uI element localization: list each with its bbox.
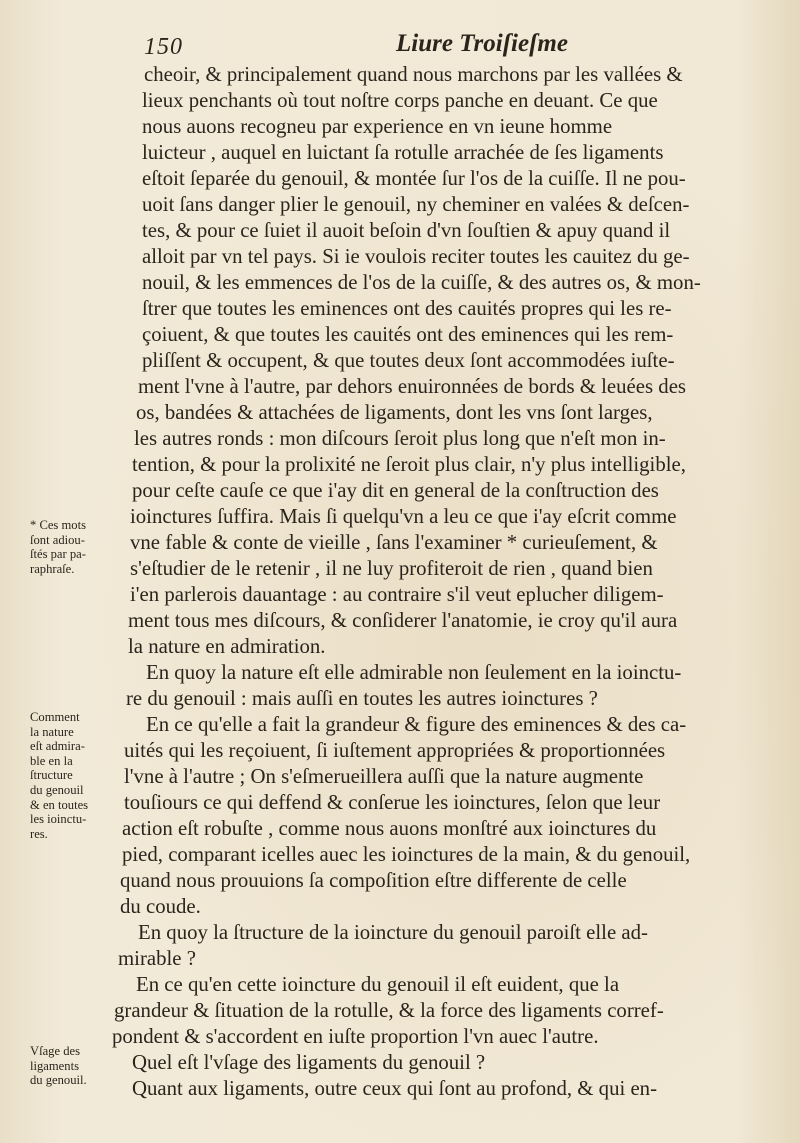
text-line: nous auons recogneu par experience en vn ieune homme (142, 115, 613, 138)
text-line: les autres ronds : mon diſcours ſeroit plus long que n'eſt mon in- (134, 427, 666, 450)
text-line: touſiours ce qui deffend & conſerue les ioinctures, ſelon que leur (124, 791, 661, 814)
text-line: alloit par vn tel pays. Si ie voulois reciter toutes les cauitez du ge- (142, 245, 690, 268)
text-line: pliſſent & occupent, & que toutes deux ſont accommodées iuſte- (142, 349, 675, 372)
page-number: 150 (144, 34, 183, 60)
text-line: pour ceſte cauſe ce que i'ay dit en general de la conſtruction des (132, 479, 659, 502)
text-line: i'en parlerois dauantage : au contraire s'il veut eplucher diligem- (130, 583, 664, 606)
text-line: tes, & pour ce ſuiet il auoit beſoin d'vn ſouſtien & apuy quand il (142, 219, 671, 242)
running-head: Liure Troiſieſme (396, 30, 568, 57)
text-line: eſtoit ſeparée du genouil, & montée ſur l'os de la cuiſſe. Il ne pou- (142, 167, 686, 190)
text-line: grandeur & ſituation de la rotulle, & la force des ligaments corref- (114, 999, 664, 1022)
text-line: nouil, & les emmences de l'os de la cuiſſe, & des autres os, & mon- (142, 271, 701, 294)
page-header (140, 30, 770, 64)
text-line: tention, & pour la prolixité ne ſeroit plus clair, n'y plus intelligible, (132, 453, 686, 476)
text-line: l'vne à l'autre ; On s'eſmerueillera auſſi que la nature augmente (124, 765, 644, 788)
text-line: En quoy la nature eſt elle admirable non ſeulement en la ioinctu- (146, 661, 682, 684)
text-line: Quant aux ligaments, outre ceux qui ſont au profond, & qui en- (132, 1077, 657, 1100)
margin-note: Vſage des ligaments du genouil. (30, 1044, 87, 1088)
text-line: action eſt robuſte , comme nous auons monſtré aux ioinctures du (122, 817, 657, 840)
text-line: pied, comparant icelles auec les ioinctures de la main, & du genouil, (122, 843, 691, 866)
text-line: uoit ſans danger plier le genouil, ny cheminer en valées & deſcen- (142, 193, 690, 216)
text-line: ment tous mes diſcours, & conſiderer l'anatomie, ie croy qu'il aura (128, 609, 678, 632)
text-line: En quoy la ſtructure de la ioincture du genouil paroiſt elle ad- (138, 921, 648, 944)
text-line: du coude. (120, 895, 201, 918)
text-line: Quel eſt l'vſage des ligaments du genouil ? (132, 1051, 486, 1074)
text-line: cheoir, & principalement quand nous marchons par les vallées & (144, 63, 683, 86)
text-line: la nature en admiration. (128, 635, 326, 658)
text-line: ſtrer que toutes les eminences ont des cauités propres qui les re- (142, 297, 672, 320)
text-line: uités qui les reçoiuent, ſi iuſtement appropriées & proportionnées (124, 739, 666, 762)
text-line: re du genouil : mais auſſi en toutes les autres ioinctures ? (126, 687, 598, 710)
text-line: mirable ? (118, 947, 196, 970)
text-line: lieux penchants où tout noſtre corps panche en deuant. Ce que (142, 89, 658, 112)
margin-note: Comment la nature eſt admira- ble en la ſtructure du genouil & en toutes les ioinctu- res. (30, 710, 89, 841)
text-line: En ce qu'en cette ioincture du genouil il eſt euident, que la (136, 973, 620, 996)
text-line: vne fable & conte de vieille , ſans l'examiner * curieuſement, & (130, 531, 658, 554)
text-line: ment l'vne à l'autre, par dehors enuironnées de bords & leuées des (138, 375, 687, 398)
text-line: quand nous prouuions ſa compoſition eſtre differente de celle (120, 869, 627, 892)
text-line: pondent & s'accordent en iuſte proportion l'vn auec l'autre. (112, 1025, 599, 1048)
text-line: ioinctures ſuffira. Mais ſi quelqu'vn a leu ce que i'ay eſcrit comme (130, 505, 677, 528)
text-line: En ce qu'elle a fait la grandeur & figure des eminences & des ca- (146, 713, 687, 736)
text-line: çoiuent, & que toutes les cauités ont des eminences qui les rem- (142, 323, 674, 346)
text-line: luicteur , auquel en luictant ſa rotulle arrachée de ſes ligaments (142, 141, 664, 164)
text-line: os, bandées & attachées de ligaments, dont les vns ſont larges, (136, 401, 653, 424)
margin-note: * Ces mots ſont adiou- ſtés par pa- raphraſe. (30, 518, 86, 576)
text-line: s'eſtudier de le retenir , il ne luy profiteroit de rien , quand bien (130, 557, 653, 580)
